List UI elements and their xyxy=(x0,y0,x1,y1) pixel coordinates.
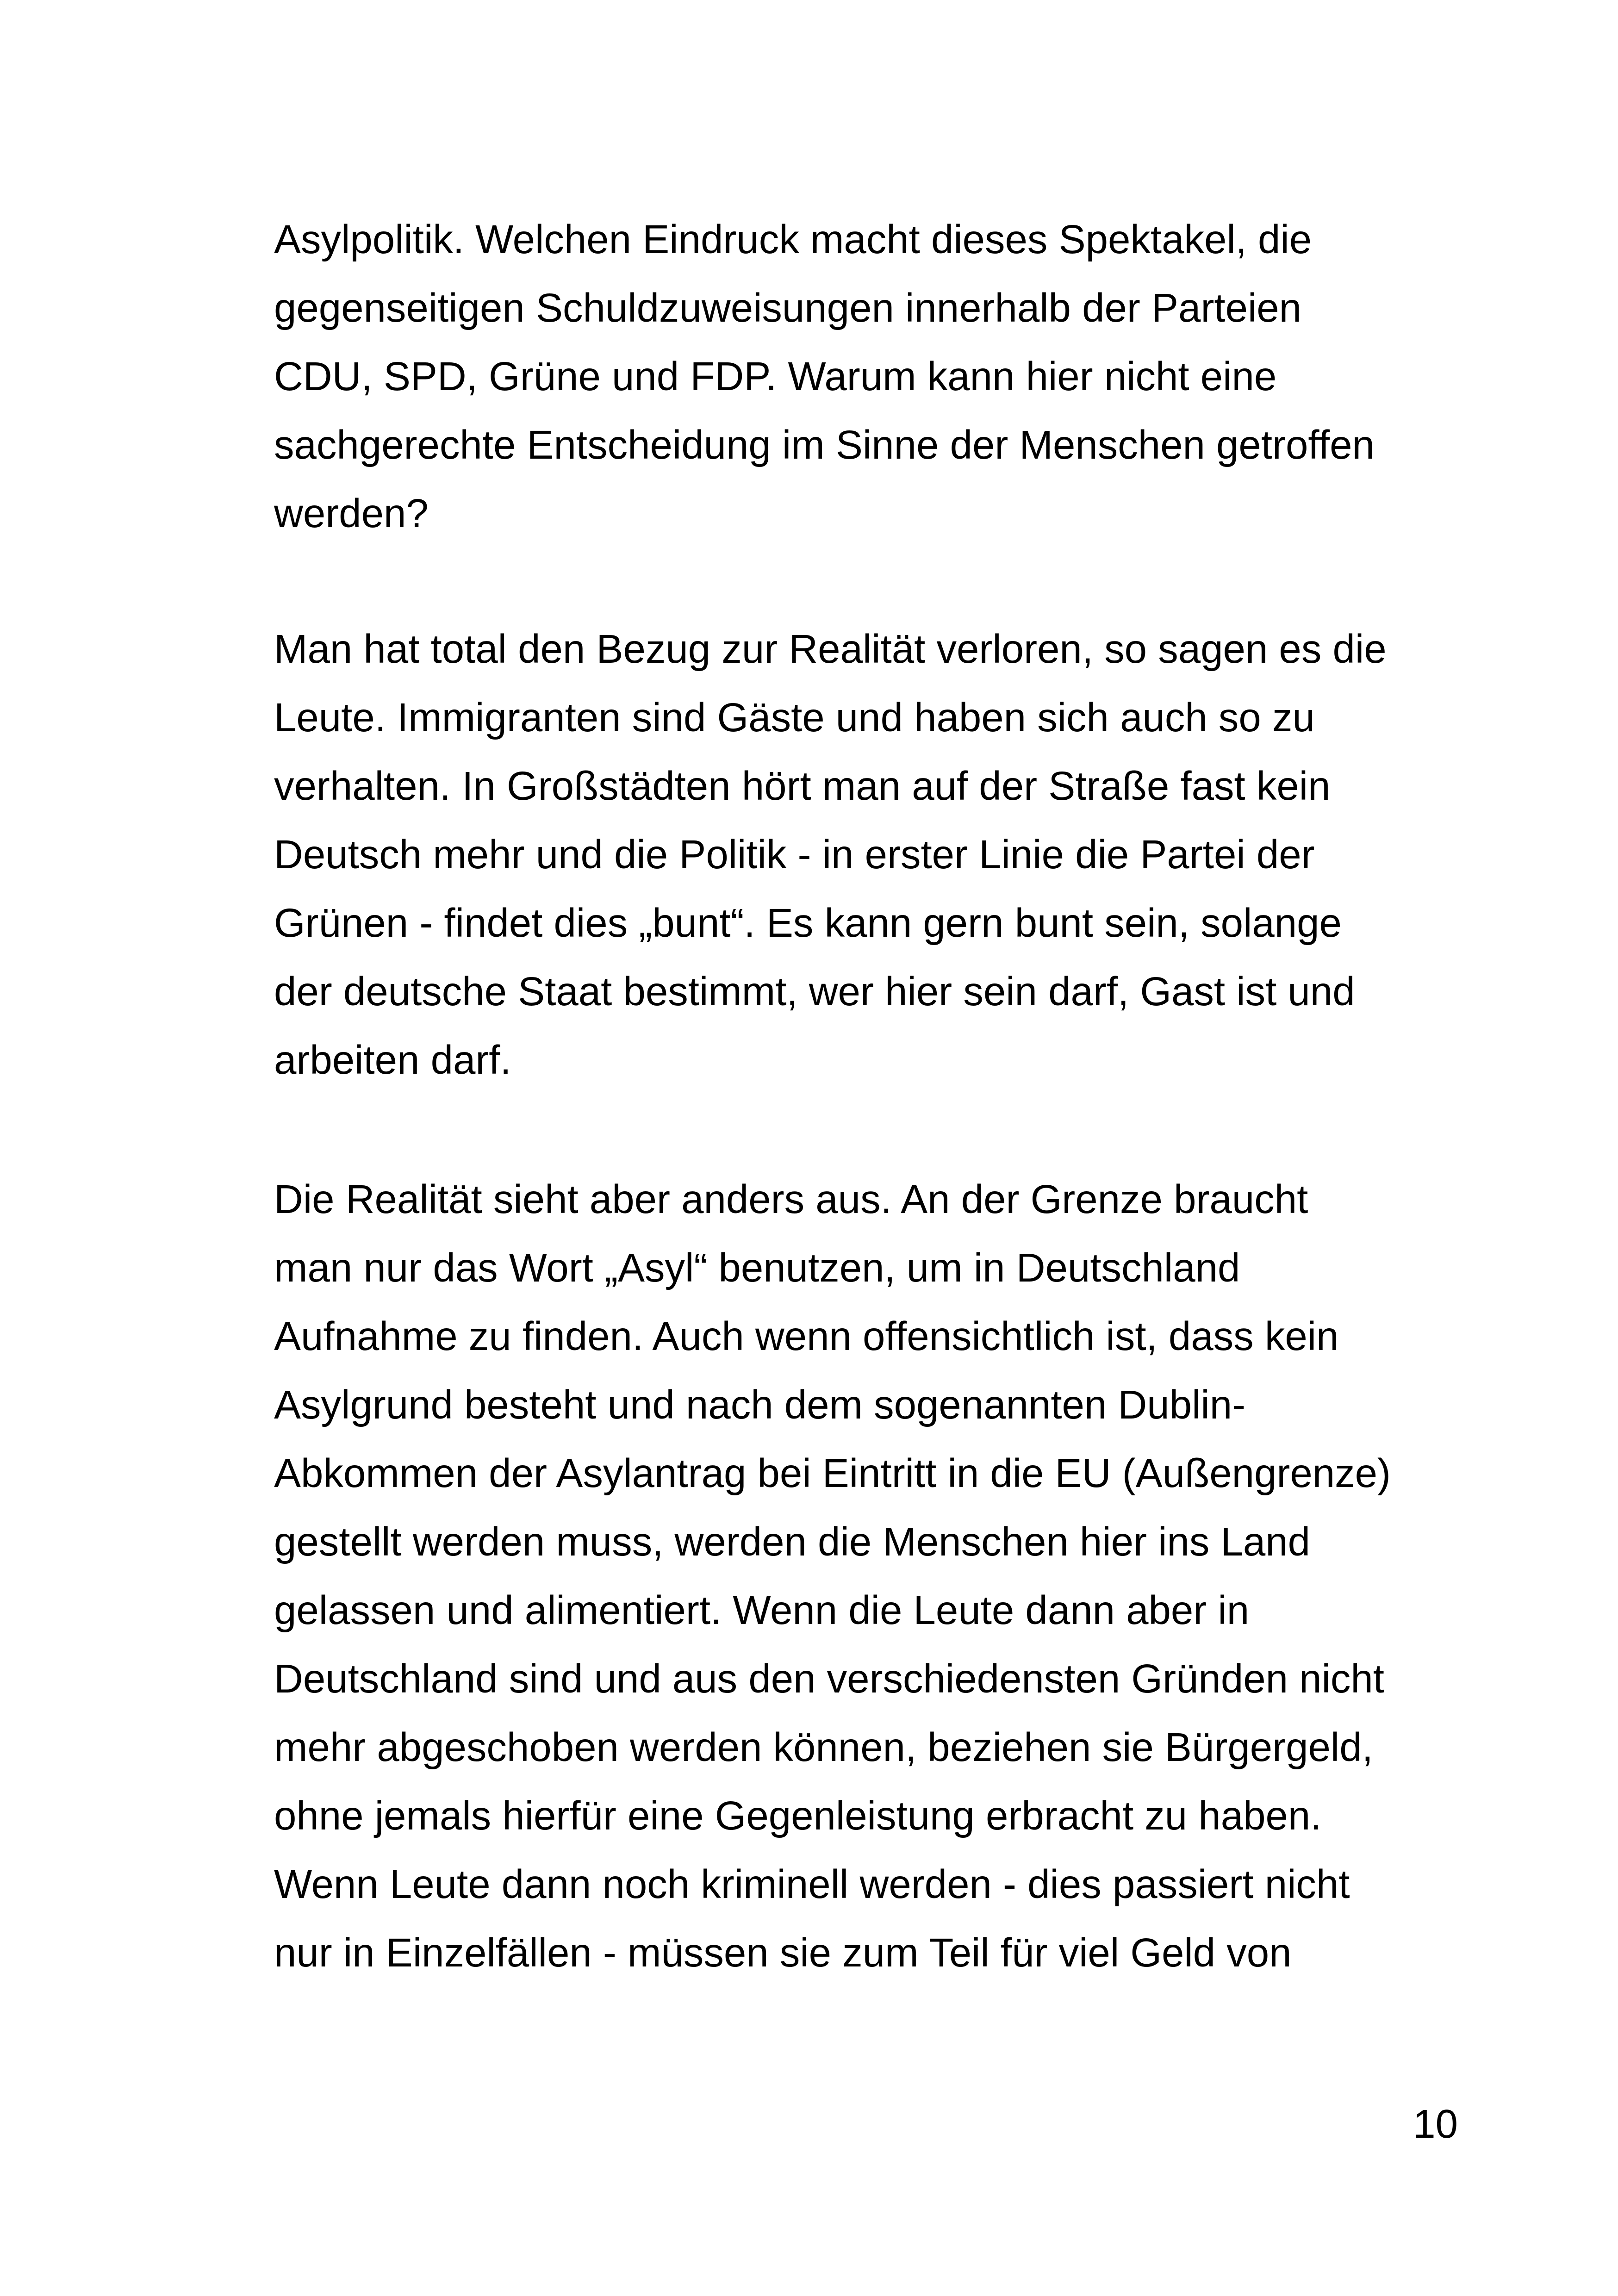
body-paragraph xyxy=(274,1165,1459,1987)
text-line: der deutsche Staat bestimmt, wer hier sein darf, Gast ist und xyxy=(274,969,1355,1014)
text-line: arbeiten darf. xyxy=(274,1038,511,1083)
text-line: Asylgrund besteht und nach dem sogenannten Dublin- xyxy=(274,1382,1246,1427)
text-line: man nur das Wort „Asyl“ benutzen, um in Deutschland xyxy=(274,1245,1240,1290)
text-line: gestellt werden muss, werden die Menschen hier ins Land xyxy=(274,1519,1311,1564)
text-line: Abkommen der Asylantrag bei Eintritt in die EU (Außengrenze) xyxy=(274,1451,1391,1496)
text-line: Die Realität sieht aber anders aus. An der Grenze braucht xyxy=(274,1177,1308,1222)
text-line: Man hat total den Bezug zur Realität verloren, so sagen es die xyxy=(274,627,1387,672)
text-line: Aufnahme zu finden. Auch wenn offensichtlich ist, dass kein xyxy=(274,1314,1339,1359)
body-paragraph xyxy=(274,205,1459,548)
text-line: verhalten. In Großstädten hört man auf der Straße fast kein xyxy=(274,764,1331,809)
text-line: Asylpolitik. Welchen Eindruck macht dieses Spektakel, die xyxy=(274,217,1312,262)
text-line: gelassen und alimentiert. Wenn die Leute dann aber in xyxy=(274,1588,1250,1633)
text-line: mehr abgeschoben werden können, beziehen sie Bürgergeld, xyxy=(274,1725,1373,1770)
text-line: Wenn Leute dann noch kriminell werden - dies passiert nicht xyxy=(274,1862,1350,1907)
text-line: Grünen - findet dies „bunt“. Es kann gern bunt sein, solange xyxy=(274,901,1342,946)
text-line: nur in Einzelfällen - müssen sie zum Teil für viel Geld von xyxy=(274,1930,1292,1975)
text-line: Deutschland sind und aus den verschiedensten Gründen nicht xyxy=(274,1656,1384,1701)
text-line: sachgerechte Entscheidung im Sinne der Menschen getroffen xyxy=(274,423,1375,467)
page-number: 10 xyxy=(1413,2102,1458,2147)
text-line: gegenseitigen Schuldzuweisungen innerhalb der Parteien xyxy=(274,286,1302,330)
text-line: werden? xyxy=(274,491,429,536)
text-line: ohne jemals hierfür eine Gegenleistung erbracht zu haben. xyxy=(274,1793,1322,1838)
text-line: Deutsch mehr und die Politik - in erster Linie die Partei der xyxy=(274,832,1315,877)
text-line: Leute. Immigranten sind Gäste und haben sich auch so zu xyxy=(274,695,1315,740)
text-line: CDU, SPD, Grüne und FDP. Warum kann hier nicht eine xyxy=(274,354,1277,399)
body-paragraph xyxy=(274,615,1459,1095)
